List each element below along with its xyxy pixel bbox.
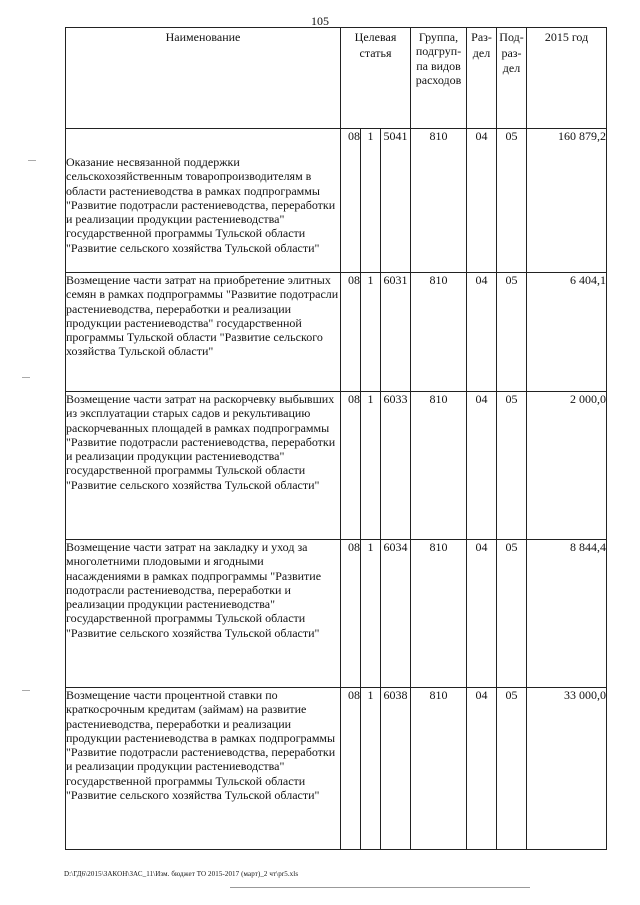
row-program: 08 — [341, 392, 361, 540]
page-number: 105 — [311, 14, 329, 28]
row-section: 04 — [467, 688, 497, 850]
table-row — [66, 392, 607, 540]
file-path-footer: D:\ГД6\2015\ЗАКОН\ЗАС_11\Изм. бюджет ТО 2015-2017 (март)_2 чт\pr5.xls — [64, 870, 299, 878]
row-subprogram: 1 — [361, 392, 381, 540]
header-expense-group: Группа, подгруп- па видов расходов — [411, 28, 467, 129]
margin-mark — [22, 377, 30, 378]
row-subsection: 05 — [497, 129, 527, 273]
row-amount: 8 844,4 — [527, 540, 607, 688]
table-row — [66, 273, 607, 392]
row-subprogram: 1 — [361, 688, 381, 850]
table-header-row — [66, 28, 607, 129]
row-amount: 2 000,0 — [527, 392, 607, 540]
row-direction: 6033 — [381, 392, 411, 540]
budget-table — [65, 27, 607, 850]
row-amount: 6 404,1 — [527, 273, 607, 392]
row-name: Оказание несвязанной поддержки сельскохозяйственным товаропроизводителям в области растениеводства в рамках подпрограммы "Развитие подотрасли растениеводства, переработки и реализации продукции растениеводства" государственной программы Тульской области "Развитие сельского хозяйства Тульской области" — [66, 129, 341, 273]
row-name: Возмещение части затрат на приобретение элитных семян в рамках подпрограммы "Развитие подотрасли растениеводства, переработки и реализации продукции растениеводства" государственной программы Тульской области "Развитие сельского хозяйства Тульской области" — [66, 273, 341, 392]
row-group: 810 — [411, 392, 467, 540]
row-subsection: 05 — [497, 540, 527, 688]
row-subprogram: 1 — [361, 540, 381, 688]
row-direction: 6038 — [381, 688, 411, 850]
row-section: 04 — [467, 392, 497, 540]
row-name: Возмещение части затрат на закладку и уход за многолетними плодовыми и ягодными насаждениями в рамках подпрограммы "Развитие подотрасли растениеводства, переработки и реализации продукции растениеводства" государственной программы Тульской области "Развитие сельского хозяйства Тульской области" — [66, 540, 341, 688]
row-subprogram: 1 — [361, 273, 381, 392]
footer-rule — [230, 887, 530, 888]
header-subsection: Под- раз- дел — [497, 28, 527, 129]
row-amount: 160 879,2 — [527, 129, 607, 273]
table-row — [66, 129, 607, 273]
row-name: Возмещение части затрат на раскорчевку выбывших из эксплуатации старых садов и рекультивацию раскорчеванных площадей в рамках подпрограммы "Развитие подотрасли растениеводства, переработки и реализации продукции растениеводства" государственной программы Тульской области "Развитие сельского хозяйства Тульской области" — [66, 392, 341, 540]
header-name: Наименование — [66, 28, 341, 129]
row-section: 04 — [467, 540, 497, 688]
row-section: 04 — [467, 129, 497, 273]
row-name: Возмещение части процентной ставки по краткосрочным кредитам (займам) на развитие растениеводства, переработки и реализации продукции растениеводства в рамках подпрограммы "Развитие подотрасли растениеводства, переработки и реализации продукции растениеводства" государственной программы Тульской области "Развитие сельского хозяйства Тульской области" — [66, 688, 341, 850]
row-subsection: 05 — [497, 392, 527, 540]
row-amount: 33 000,0 — [527, 688, 607, 850]
row-subsection: 05 — [497, 273, 527, 392]
margin-mark — [28, 160, 36, 161]
row-program: 08 — [341, 129, 361, 273]
table-row — [66, 688, 607, 850]
row-program: 08 — [341, 273, 361, 392]
row-direction: 6034 — [381, 540, 411, 688]
row-group: 810 — [411, 129, 467, 273]
margin-mark — [22, 690, 30, 691]
row-subsection: 05 — [497, 688, 527, 850]
row-subprogram: 1 — [361, 129, 381, 273]
row-direction: 6031 — [381, 273, 411, 392]
header-section: Раз- дел — [467, 28, 497, 129]
row-group: 810 — [411, 688, 467, 850]
row-program: 08 — [341, 540, 361, 688]
row-program: 08 — [341, 688, 361, 850]
table-row — [66, 540, 607, 688]
row-group: 810 — [411, 273, 467, 392]
row-section: 04 — [467, 273, 497, 392]
header-target-article: Целевая статья — [341, 28, 411, 129]
row-group: 810 — [411, 540, 467, 688]
header-year: 2015 год — [527, 28, 607, 129]
row-direction: 5041 — [381, 129, 411, 273]
